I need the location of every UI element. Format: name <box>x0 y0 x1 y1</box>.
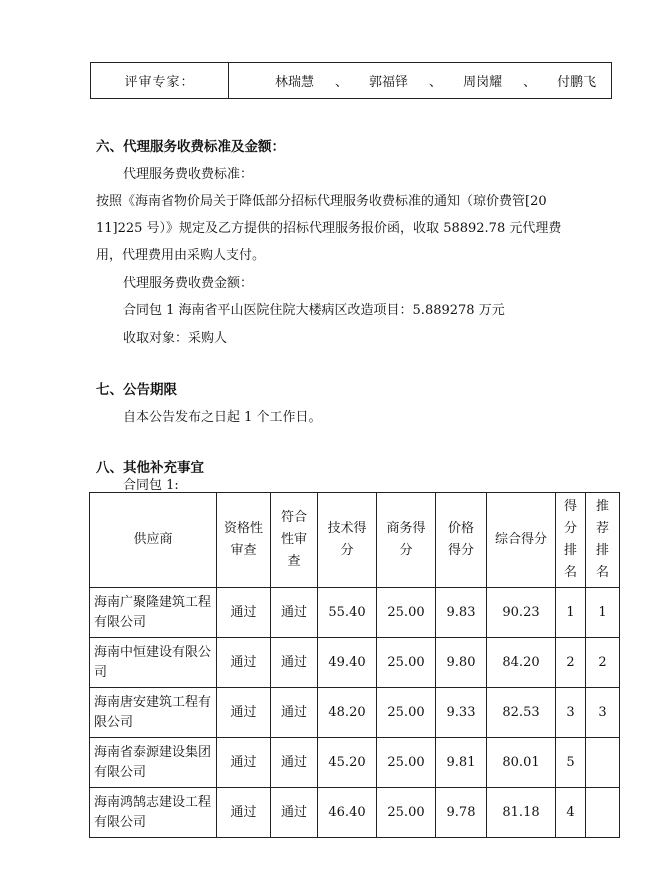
package-label: 合同包 1: <box>123 478 179 493</box>
recommend-rank: 2 <box>586 638 620 688</box>
expert-names-cell <box>229 63 612 99</box>
supplier-name: 海南中恒建设有限公司 <box>90 638 217 688</box>
score-table-header-row <box>90 493 620 588</box>
price-score: 9.33 <box>436 688 487 738</box>
header-business-text: 商务得分 <box>386 521 426 558</box>
qualification-result: 通过 <box>217 638 271 688</box>
fee-amount-label: 代理服务费收费金额： <box>123 276 254 291</box>
tech-score: 48.20 <box>318 688 377 738</box>
expert-label: 评审专家： <box>91 63 229 99</box>
supplier-name: 海南省泰源建设集团有限公司 <box>90 738 217 788</box>
business-score: 25.00 <box>377 638 436 688</box>
compliance-result: 通过 <box>271 688 318 738</box>
fee-standard-text-line2: 11]225 号）》规定及乙方提供的招标代理服务报价函，收取 58892.78 元代理费 <box>96 221 562 236</box>
table-row <box>90 688 620 738</box>
table-row <box>90 638 620 688</box>
header-compliance <box>271 493 318 588</box>
recommend-rank <box>586 788 620 838</box>
expert-names <box>229 63 611 98</box>
fee-amount-text: 合同包 1 海南省平山医院住院大楼病区改造项目：5.889278 万元 <box>123 303 505 318</box>
compliance-result: 通过 <box>271 588 318 638</box>
header-compliance-text: 符合性审查 <box>280 510 307 569</box>
notice-period-text: 自本公告发布之日起 1 个工作日。 <box>123 410 322 425</box>
tech-score: 49.40 <box>318 638 377 688</box>
expert-name: 周岗耀 <box>463 75 503 90</box>
price-score: 9.83 <box>436 588 487 638</box>
total-score: 80.01 <box>487 738 556 788</box>
supplier-name: 海南广聚隆建筑工程有限公司 <box>90 588 217 638</box>
price-score: 9.80 <box>436 638 487 688</box>
header-total: 综合得分 <box>487 493 556 588</box>
recommend-rank: 1 <box>586 588 620 638</box>
table-row <box>90 788 620 838</box>
header-supplier: 供应商 <box>90 493 217 588</box>
qualification-result: 通过 <box>217 588 271 638</box>
total-score: 81.18 <box>487 788 556 838</box>
score-rank: 3 <box>556 688 586 738</box>
fee-standard-label: 代理服务费收费标准： <box>123 167 254 182</box>
business-score: 25.00 <box>377 588 436 638</box>
total-score: 82.53 <box>487 688 556 738</box>
section6-heading: 六、代理服务收费标准及金额： <box>96 139 285 155</box>
header-price <box>436 493 487 588</box>
business-score: 25.00 <box>377 738 436 788</box>
header-rank <box>556 493 586 588</box>
qualification-result: 通过 <box>217 788 271 838</box>
header-qualification-text: 资格性审查 <box>223 521 263 558</box>
price-score: 9.81 <box>436 738 487 788</box>
fee-payer-text: 收取对象：采购人 <box>123 331 228 346</box>
tech-score: 55.40 <box>318 588 377 638</box>
table-row <box>90 588 620 638</box>
expert-separator: 、 <box>523 75 537 90</box>
score-rank: 2 <box>556 638 586 688</box>
expert-separator: 、 <box>335 75 349 90</box>
expert-name: 林瑞慧 <box>275 75 315 90</box>
expert-name: 付鹏飞 <box>557 75 597 90</box>
compliance-result: 通过 <box>271 738 318 788</box>
expert-table <box>90 62 612 99</box>
header-price-text: 价格得分 <box>447 521 474 558</box>
expert-name: 郭福铎 <box>369 75 409 90</box>
header-recommend <box>586 493 620 588</box>
compliance-result: 通过 <box>271 788 318 838</box>
header-qualification <box>217 493 271 588</box>
qualification-result: 通过 <box>217 688 271 738</box>
header-rank-text: 得分排名 <box>563 499 577 580</box>
total-score: 90.23 <box>487 588 556 638</box>
score-rank: 5 <box>556 738 586 788</box>
expert-row <box>91 63 612 99</box>
business-score: 25.00 <box>377 688 436 738</box>
compliance-result: 通过 <box>271 638 318 688</box>
business-score: 25.00 <box>377 788 436 838</box>
total-score: 84.20 <box>487 638 556 688</box>
fee-standard-text-line3: 用，代理费用由采购人支付。 <box>96 248 266 263</box>
section7-heading: 七、公告期限 <box>96 382 177 398</box>
fee-standard-text-line1: 按照《海南省物价局关于降低部分招标代理服务收费标准的通知（琼价费管[20 <box>96 194 547 209</box>
section8-heading: 八、其他补充事宜 <box>96 460 204 476</box>
recommend-rank: 3 <box>586 688 620 738</box>
tech-score: 45.20 <box>318 738 377 788</box>
supplier-name: 海南唐安建筑工程有限公司 <box>90 688 217 738</box>
score-rank: 1 <box>556 588 586 638</box>
tech-score: 46.40 <box>318 788 377 838</box>
recommend-rank <box>586 738 620 788</box>
header-business <box>377 493 436 588</box>
table-row <box>90 738 620 788</box>
header-recommend-text: 推荐排名 <box>595 499 609 580</box>
score-rank: 4 <box>556 788 586 838</box>
qualification-result: 通过 <box>217 738 271 788</box>
header-tech <box>318 493 377 588</box>
header-tech-text: 技术得分 <box>327 521 367 558</box>
price-score: 9.78 <box>436 788 487 838</box>
score-table <box>89 492 620 838</box>
expert-separator: 、 <box>429 75 443 90</box>
supplier-name: 海南鸿鹄志建设工程有限公司 <box>90 788 217 838</box>
